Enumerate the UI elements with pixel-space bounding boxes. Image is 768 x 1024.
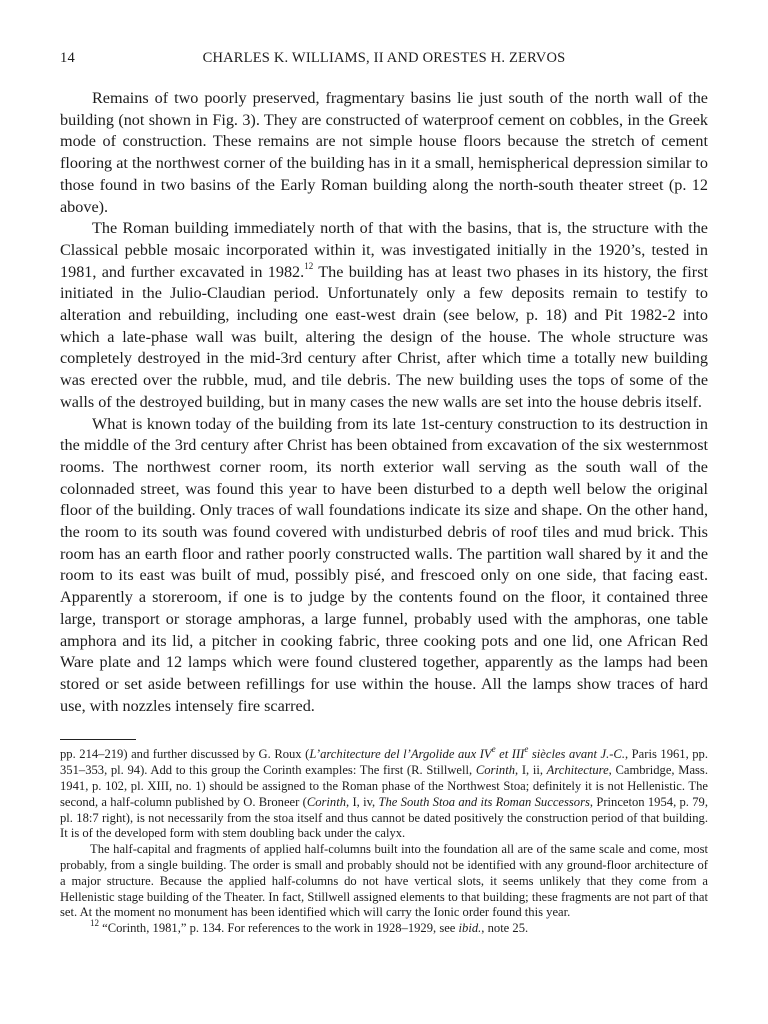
footnote-12: $^{12}$ “Corinth, 1981,” p. 134. For references to the work in 1928–1929, see ibid., note 25. <box>90 917 529 936</box>
page <box>60 50 708 937</box>
running-head: CHARLES K. WILLIAMS, II AND ORESTES H. ZERVOS <box>202 50 566 66</box>
page-number: 14 <box>60 50 75 66</box>
paragraph-text: The building has at least two phases in its history, the first initiated in the Julio-Claudian period. Unfortunately only a few deposits remain to testify to alteration and rebuilding, including one east-west drain (see below, p. 18) and Pit 1982-2 into which a late-phase wall was built, altering the design of the house. The whole structure was completely destroyed in the mid-3rd century after Christ, after which time a totally new building was erected over the rubble, mud, and tile debris. The new building uses the tops of some of the walls of the destroyed building, but in many cases the new walls are set into the house debris itself. <box>60 262 708 411</box>
paragraph-basins: Remains of two poorly preserved, fragmentary basins lie just south of the north wall of the building (not shown in Fig. 3). They are constructed of waterproof cement on cobbles, in the Greek mode of construction. These remains are not simple house floors because the stretch of cement flooring at the northwest corner of the building has in it a small, hemispherical depression similar to those found in two basins of the Early Roman building along the north-south theater street (p. 12 above). <box>60 89 708 216</box>
body-text <box>60 88 708 717</box>
page-header <box>60 50 708 72</box>
footnote-continuation: pp. 214–219) and further discussed by G. Roux (L’architecture del l’Argolide aux IVe et IIIe siècles avant J.-C., Paris 1961, pp. 351–353, pl. 94). Add to this group the Corinth examples: The first (R. Stillwell, Corinth, I, ii, Architecture, Cambridge, Mass. 1941, p. 102, pl. XIII, no. 1) should be assigned to the Roman phase of the Northwest Stoa; definitely it is not Hellenistic. The second, a half-column published by O. Broneer (Corinth, I, iv, The South Stoa and its Roman Successors, Princeton 1954, p. 79, pl. 18:7 right), is not necessarily from the stoa itself and thus cannot be dated positively the construction period of that building. It is of the developed form with stem doubling back under the calyx. <box>60 744 709 841</box>
footnotes <box>60 744 709 937</box>
footnote-rule <box>60 739 136 740</box>
paragraph-text: The Roman building immediately north of that with the basins, that is, the structure with the Classical pebble mosaic incorporated within it, was investigated initially in the 1920’s, tested in 1981, and further excavated in 1982. <box>60 219 708 281</box>
paragraph-roman-building <box>60 218 708 413</box>
paragraph-rooms: What is known today of the building from its late 1st-century construction to its destruction in the middle of the 3rd century after Christ has been obtained from excavation of the six westernmost rooms. The northwest corner room, its north exterior wall serving as the south wall of the colonnaded street, was found this year to have been disturbed to a depth well below the original floor of the building. Only traces of wall foundations indicate its size and shape. On the other hand, the room to its south was found covered with undisturbed debris of roof tiles and mud brick. This room has an earth floor and rather poorly constructed walls. The partition wall shared by it and the room to its east was built of mud, possibly pisé, and frescoed only on one side, that facing east. Apparently a storeroom, if one is to judge by the contents found on the floor, it contained three large, transport or storage amphoras, a large funnel, probably used with the amphoras, one table amphora and its lid, a pitcher in cooking fabric, three cooking pots and one lid, one African Red Ware plate and 12 lamps which were found clustered together, apparently as the lamps had been stored or set aside between refillings for use within the house. All the lamps show traces of hard use, with nozzles intensely fire scarred. <box>60 414 708 715</box>
footnote-number: 12 <box>90 917 99 928</box>
footnote-ref-12: 12 <box>304 261 314 272</box>
footnote-paragraph: The half-capital and fragments of applied half-columns built into the foundation all are of the same scale and come, most probably, from a single building. The order is small and probably should not be identified with any ground-floor architecture of a major structure. Because the applied half-columns do not have vertical slots, it seems unlikely that they come from a Hellenistic stage building of the Theater. In fact, Stillwell assigned elements to that building; these fragments are not part of that set. At the moment no monument has been identified which will carry the Ionic order found this year. <box>60 842 708 920</box>
